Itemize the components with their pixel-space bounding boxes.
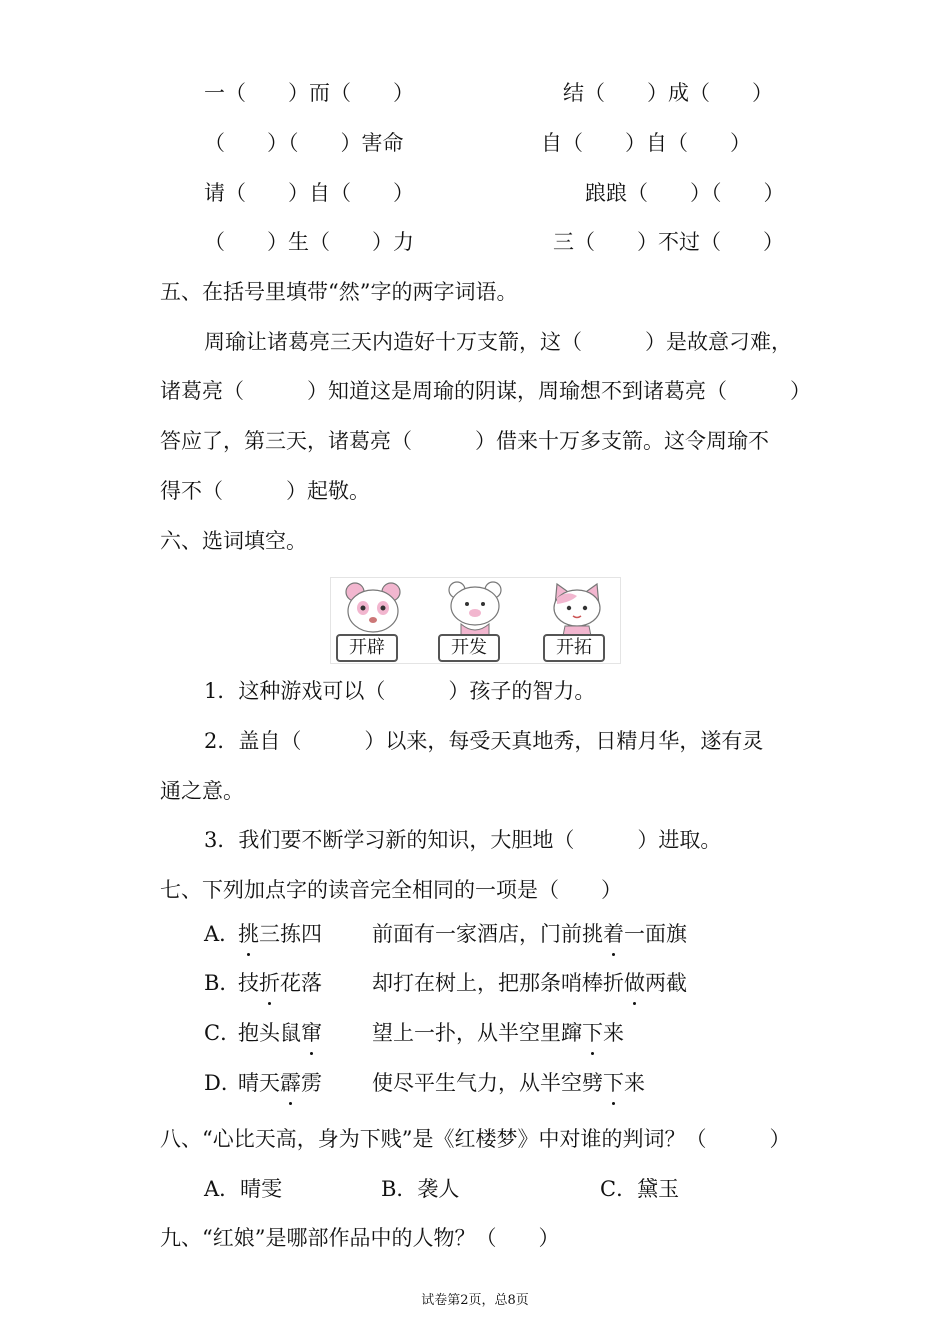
q6-item-1: 1．这种游戏可以（ ）孩子的智力。 xyxy=(204,679,596,703)
word-option-2: 开发 xyxy=(438,634,500,662)
fill-row-4-right: 三（ ）不过（ ） xyxy=(553,230,784,254)
q8-option-b: B．袭人 xyxy=(381,1177,460,1201)
q5-line-1: 周瑜让诸葛亮三天内造好十万支箭，这（ ）是故意刁难， xyxy=(204,330,792,354)
dotted-char: 下 xyxy=(582,1018,603,1048)
q6-item-2-cont: 通之意。 xyxy=(160,779,244,803)
q7-option-a-label: A． xyxy=(204,922,241,946)
q7-option-c-word: 抱头鼠窜 xyxy=(238,1018,322,1048)
q5-line-2: 诸葛亮（ ）知道这是周瑜的阴谋，周瑜想不到诸葛亮（ ） xyxy=(160,379,811,403)
q6-title: 六、选词填空。 xyxy=(160,529,307,553)
dotted-char: 挑 xyxy=(238,919,259,949)
q7-option-d-word: 晴天霹雳 xyxy=(238,1068,322,1098)
q5-line-4: 得不（ ）起敬。 xyxy=(160,479,370,503)
q7-option-b-word: 技折花落 xyxy=(238,968,322,998)
fill-row-1-right: 结（ ）成（ ） xyxy=(563,81,773,105)
q5-title: 五、在括号里填带“然”字的两字词语。 xyxy=(160,280,518,304)
dotted-char: 折 xyxy=(259,968,280,998)
q7-option-a-word: 挑三拣四 xyxy=(238,919,322,949)
word-option-3: 开拓 xyxy=(543,634,605,662)
q7-title: 七、下列加点字的读音完全相同的一项是（ ） xyxy=(160,878,622,902)
q8-title: 八、“心比天高，身为下贱”是《红楼梦》中对谁的判词？（ ） xyxy=(160,1127,791,1151)
q7-option-c-label: C． xyxy=(204,1021,242,1045)
fill-row-4-left: （ ）生（ ）力 xyxy=(204,230,414,254)
fill-row-2-right: 自（ ）自（ ） xyxy=(541,131,751,155)
fill-row-3-left: 请（ ）自（ ） xyxy=(204,181,414,205)
q9-title: 九、“红娘”是哪部作品中的人物？（ ） xyxy=(160,1226,560,1250)
fill-row-3-right: 踉踉（ ）（ ） xyxy=(585,181,785,205)
bear-icon xyxy=(435,580,515,636)
panda-icon xyxy=(333,580,413,636)
dotted-char: 做 xyxy=(624,968,645,998)
q7-option-b-label: B． xyxy=(204,971,241,995)
q7-option-a-sentence: 前面有一家酒店，门前挑着一面旗 xyxy=(372,919,687,949)
q6-item-2: 2．盖自（ ）以来，每受天真地秀，日精月华，遂有灵 xyxy=(204,729,764,753)
q7-option-c-sentence: 望上一扑，从半空里蹿下来 xyxy=(372,1018,624,1048)
page-footer: 试卷第2页，总8页 xyxy=(421,1293,529,1308)
q8-option-a: A．晴雯 xyxy=(204,1177,283,1201)
q7-option-b-sentence: 却打在树上，把那条哨棒折做两截 xyxy=(372,968,687,998)
fill-row-1-left: 一（ ）而（ ） xyxy=(204,81,414,105)
dotted-char: 着 xyxy=(603,919,624,949)
q7-option-d-label: D． xyxy=(204,1071,242,1095)
fill-row-2-left: （ ）（ ）害命 xyxy=(204,131,404,155)
word-choice-picture xyxy=(330,577,621,664)
dotted-char: 霹 xyxy=(280,1068,301,1098)
word-option-1: 开辟 xyxy=(336,634,398,662)
q8-option-c: C．黛玉 xyxy=(600,1177,680,1201)
cat-icon xyxy=(537,580,617,636)
q5-line-3: 答应了，第三天，诸葛亮（ ）借来十万多支箭。这令周瑜不 xyxy=(160,429,769,453)
q6-item-3: 3．我们要不断学习新的知识，大胆地（ ）进取。 xyxy=(204,828,722,852)
dotted-char: 窜 xyxy=(301,1018,322,1048)
dotted-char: 下 xyxy=(603,1068,624,1098)
q7-option-d-sentence: 使尽平生气力，从半空劈下来 xyxy=(372,1068,645,1098)
